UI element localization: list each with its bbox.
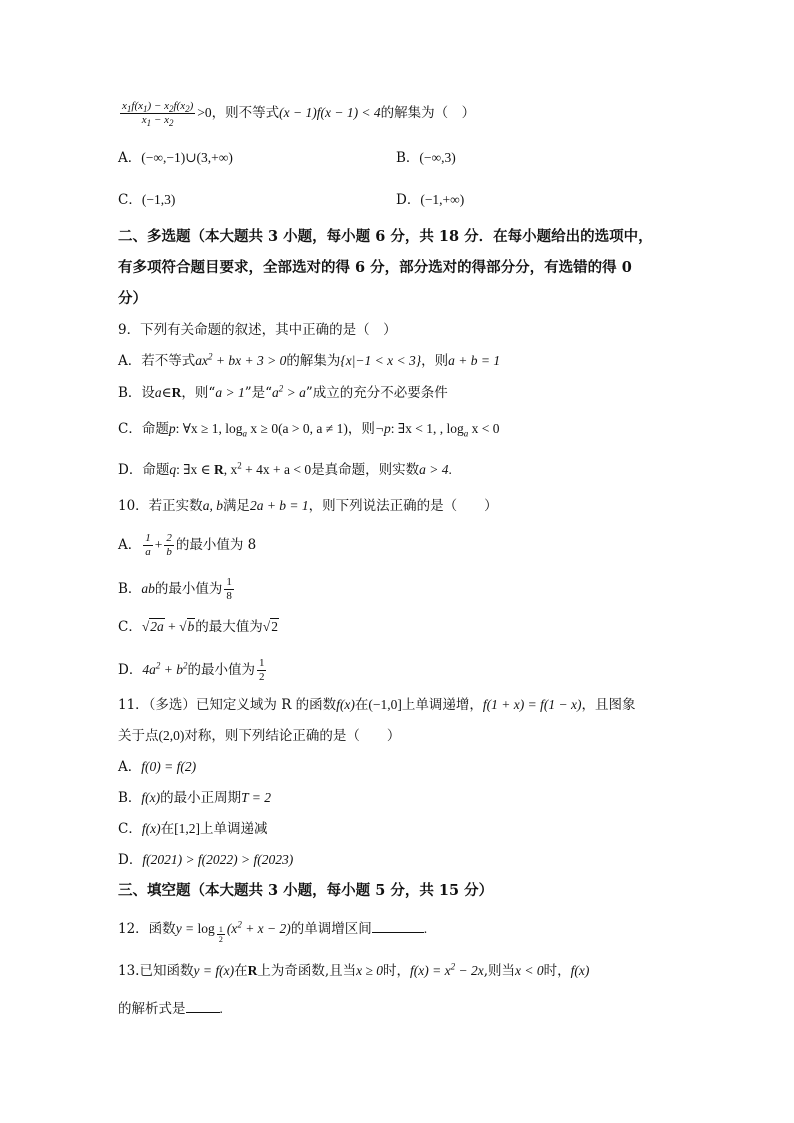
q11-option-a[interactable]: A．f(0) = f(2) (118, 759, 197, 775)
q8-option-a[interactable]: A．(−∞,−1)∪(3,+∞) (118, 150, 233, 166)
q9-option-a[interactable]: A．若不等式$ax^2$ + bx + 3 > 0的解集为{x|−1 < x < 3}，则a + b = 1 (118, 351, 501, 369)
q10-option-c[interactable]: C．√2a + √b的最大值为√2 (118, 619, 278, 635)
q8-fraction: $\frac{x_1f(x_1) - x_2f(x_2)}{x_1 - x_2}$ (122, 100, 194, 129)
section2-heading-line3: 分） (118, 290, 147, 307)
q10-stem: 10．若正实数a, b满足2a + b = 1，则下列说法正确的是（ ） (118, 498, 498, 514)
q10-option-a[interactable]: A． $\frac{1}{a}$ + $\frac{2}{b}$ 的最小值为 8 (118, 532, 257, 558)
q8-option-d[interactable]: D．(−1,+∞) (396, 192, 465, 208)
q11-option-b[interactable]: B．f(x)的最小正周期T = 2 (118, 790, 272, 806)
q10-option-b[interactable]: B．ab的最小值为 $\frac{1}{8}$ (118, 576, 232, 602)
q9-stem: 9．下列有关命题的叙述，其中正确的是（ ） (118, 322, 397, 338)
section2-heading-line2: 有多项符合题目要求，全部选对的得 6 分，部分选对的得部分分，有选错的得 0 (118, 259, 632, 276)
q13-line1: 13.已知函数y = f(x)在R上为奇函数,且当x ≥ 0时，$f(x) = x^2 - 2x$,则当x < 0时，f(x) (118, 961, 590, 979)
section2-heading-line1: 二、多选题（本大题共 3 小题，每小题 6 分，共 18 分．在每小题给出的选项中， (118, 228, 653, 245)
q8-option-b[interactable]: B．(−∞,3) (396, 150, 456, 166)
section3-heading: 三、填空题（本大题共 3 小题，每小题 5 分，共 15 分） (118, 882, 494, 899)
q11-stem-line2: 关于点(2,0)对称，则下列结论正确的是（ ） (118, 728, 401, 744)
q12: 12．函数y = log $_{\frac{1}{2}}$ $(x^2 + x - 2)$的单调增区间 . (118, 919, 428, 945)
q11-option-d[interactable]: D．f(2021) > f(2022) > f(2023) (118, 852, 294, 868)
q13-answer-blank[interactable] (186, 1000, 220, 1013)
q11-option-c[interactable]: C．f(x)在[1,2]上单调递减 (118, 821, 268, 837)
q9-option-d[interactable]: D．命题q: ∃x ∈ R, $x^2 + 4x + a < 0$是真命题，则实数a > 4. (118, 460, 452, 478)
q12-answer-blank[interactable] (372, 920, 424, 933)
q10-option-d[interactable]: D．$4a^2 + b^2$的最小值为 $\frac{1}{2}$ (118, 657, 265, 683)
q9-option-c[interactable]: C．命题p: ∀x ≥ 1, $\log_a x \ge 0(a > 0$, a ≠ 1)，则¬p: ∃x < 1, , $\log_a x < 0$ (118, 421, 500, 439)
q8-option-c[interactable]: C．(−1,3) (118, 192, 176, 208)
q9-option-b[interactable]: B．设a∈R，则“a > 1”是“$a^2 > a$”成立的充分不必要条件 (118, 383, 448, 401)
q13-line2: 的解析式是 . (118, 1001, 223, 1017)
q8-condition: $\frac{x_1f(x_1) - x_2f(x_2)}{x_1 - x_2}$ >0，则不等式(x − 1)f(x − 1) < 4的解集为（ ） (122, 100, 476, 129)
q11-stem-line1: 11．（多选）已知定义域为 R 的函数f(x)在(−1,0]上单调递增，f(1 + x) = f(1 − x)，且图象 (118, 697, 636, 713)
